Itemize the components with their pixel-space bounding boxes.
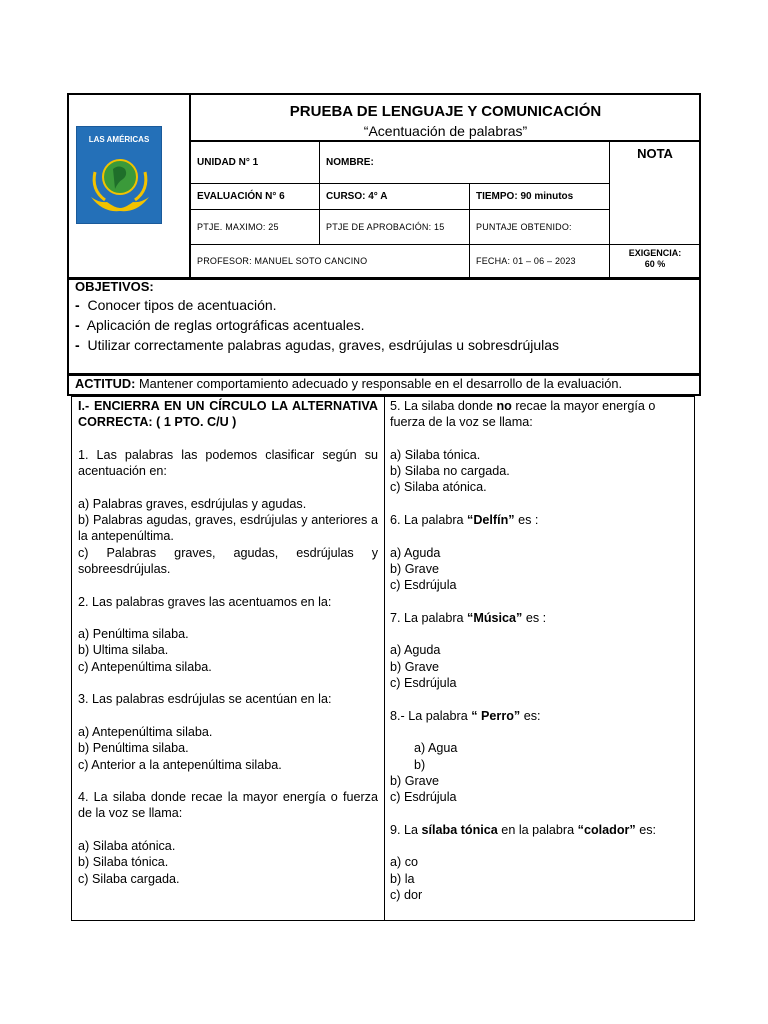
globe-hands-icon <box>77 127 162 224</box>
q6-option-a[interactable]: a) Aguda <box>390 545 441 560</box>
q9-option-c[interactable]: c) dor <box>390 887 423 902</box>
q4-option-c[interactable]: c) Silaba cargada. <box>78 871 180 886</box>
nota-field[interactable] <box>610 164 700 244</box>
nombre-field[interactable]: NOMBRE: <box>326 157 374 168</box>
question-4: 4. La silaba donde recae la mayor energía o fuerza de la voz se llama: <box>78 790 378 821</box>
q7-option-b[interactable]: b) Grave <box>390 659 439 674</box>
actitud-section <box>75 376 695 392</box>
q1-option-a[interactable]: a) Palabras graves, esdrújulas y agudas. <box>78 496 307 511</box>
page-subtitle: “Acentuación de palabras” <box>363 123 528 139</box>
q9-option-b[interactable]: b) la <box>390 871 415 886</box>
objetivo-item: - Aplicación de reglas ortográficas acentuales. <box>75 317 365 333</box>
q6-option-c[interactable]: c) Esdrújula <box>390 578 457 593</box>
nota-label: NOTA <box>637 145 673 161</box>
question-2: 2. Las palabras graves las acentuamos en la: <box>78 594 332 609</box>
q3-option-c[interactable]: c) Anterior a la antepenúltima silaba. <box>78 757 282 772</box>
curso-cell: CURSO: 4° A <box>326 191 388 202</box>
question-6: 6. La palabra “Delfín” es : <box>390 513 539 528</box>
q7-option-c[interactable]: c) Esdrújula <box>390 676 457 691</box>
questions-column-divider <box>384 397 385 920</box>
evaluacion-cell: EVALUACIÓN N° 6 <box>197 191 285 202</box>
q5-option-c[interactable]: c) Silaba atónica. <box>390 480 487 495</box>
exigencia-value: 60 % <box>644 259 666 269</box>
objetivos-section <box>75 279 695 355</box>
question-8: 8.- La palabra “ Perro” es: <box>390 708 541 723</box>
fecha-cell: FECHA: 01 – 06 – 2023 <box>476 256 576 266</box>
actitud-text: Mantener comportamiento adecuado y responsable en el desarrollo de la evaluación. <box>138 376 623 391</box>
unidad-cell: UNIDAD N° 1 <box>197 157 259 168</box>
exigencia-cell <box>610 248 700 270</box>
q8-option-c[interactable]: c) Esdrújula <box>390 790 457 805</box>
q8-option-b-blank[interactable]: b) <box>414 757 426 772</box>
question-1: 1. Las palabras las podemos clasificar según su acentuación en: <box>78 447 378 479</box>
q3-option-a[interactable]: a) Antepenúltima silaba. <box>78 724 213 739</box>
page-title: PRUEBA DE LENGUAJE Y COMUNICACIÓN <box>289 103 602 120</box>
objetivo-item: - Conocer tipos de acentuación. <box>75 297 277 313</box>
q3-option-b[interactable]: b) Penúltima silaba. <box>78 741 189 756</box>
q9-option-a[interactable]: a) co <box>390 855 418 870</box>
q5-option-b[interactable]: b) Silaba no cargada. <box>390 464 510 479</box>
actitud-label: ACTITUD: <box>75 376 136 391</box>
section-heading: I.- ENCIERRA EN UN CÍRCULO LA ALTERNATIVA CORRECTA: ( 1 PTO. C/U ) <box>78 399 378 430</box>
q2-option-b[interactable]: b) Ultima silaba. <box>78 643 169 658</box>
ptje-aprobacion-cell: PTJE DE APROBACIÓN: 15 <box>326 222 445 232</box>
q8-option-b[interactable]: b) Grave <box>390 773 439 788</box>
q1-option-c[interactable]: c) Palabras graves, agudas, esdrújulas y sobreesdrújulas. <box>78 545 378 576</box>
question-9: 9. La sílaba tónica en la palabra “colador” es: <box>390 822 657 837</box>
exigencia-label: EXIGENCIA: <box>628 248 682 258</box>
q4-option-b[interactable]: b) Silaba tónica. <box>78 855 169 870</box>
profesor-cell: PROFESOR: MANUEL SOTO CANCINO <box>197 256 368 266</box>
q6-option-b[interactable]: b) Grave <box>390 561 439 576</box>
objetivo-item: - Utilizar correctamente palabras agudas, graves, esdrújulas u sobresdrújulas <box>75 337 560 353</box>
q2-option-c[interactable]: c) Antepenúltima silaba. <box>78 659 212 674</box>
question-3: 3. Las palabras esdrújulas se acentúan en la: <box>78 692 332 707</box>
q7-option-a[interactable]: a) Aguda <box>390 643 441 658</box>
ptje-maximo-cell: PTJE. MAXIMO: 25 <box>197 222 279 232</box>
right-column <box>390 398 692 903</box>
tiempo-cell: TIEMPO: 90 minutos <box>476 191 574 202</box>
puntaje-obtenido-field[interactable]: PUNTAJE OBTENIDO: <box>476 222 572 232</box>
q4-option-a[interactable]: a) Silaba atónica. <box>78 839 176 854</box>
questions-table <box>71 396 695 921</box>
objetivos-label: OBJETIVOS: <box>75 279 154 294</box>
q1-option-b[interactable]: b) Palabras agudas, graves, esdrújulas y anteriores a la antepenúltima. <box>78 513 378 544</box>
q2-option-a[interactable]: a) Penúltima silaba. <box>78 627 189 642</box>
q8-option-a[interactable]: a) Agua <box>414 741 458 756</box>
school-logo <box>76 126 162 224</box>
left-column <box>78 398 378 887</box>
logo-text: LAS AMÉRICAS <box>88 135 150 144</box>
question-5: 5. La silaba donde no recae la mayor energía o fuerza de la voz se llama: <box>390 399 656 430</box>
question-7: 7. La palabra “Música” es : <box>390 610 547 625</box>
q5-option-a[interactable]: a) Silaba tónica. <box>390 447 481 462</box>
